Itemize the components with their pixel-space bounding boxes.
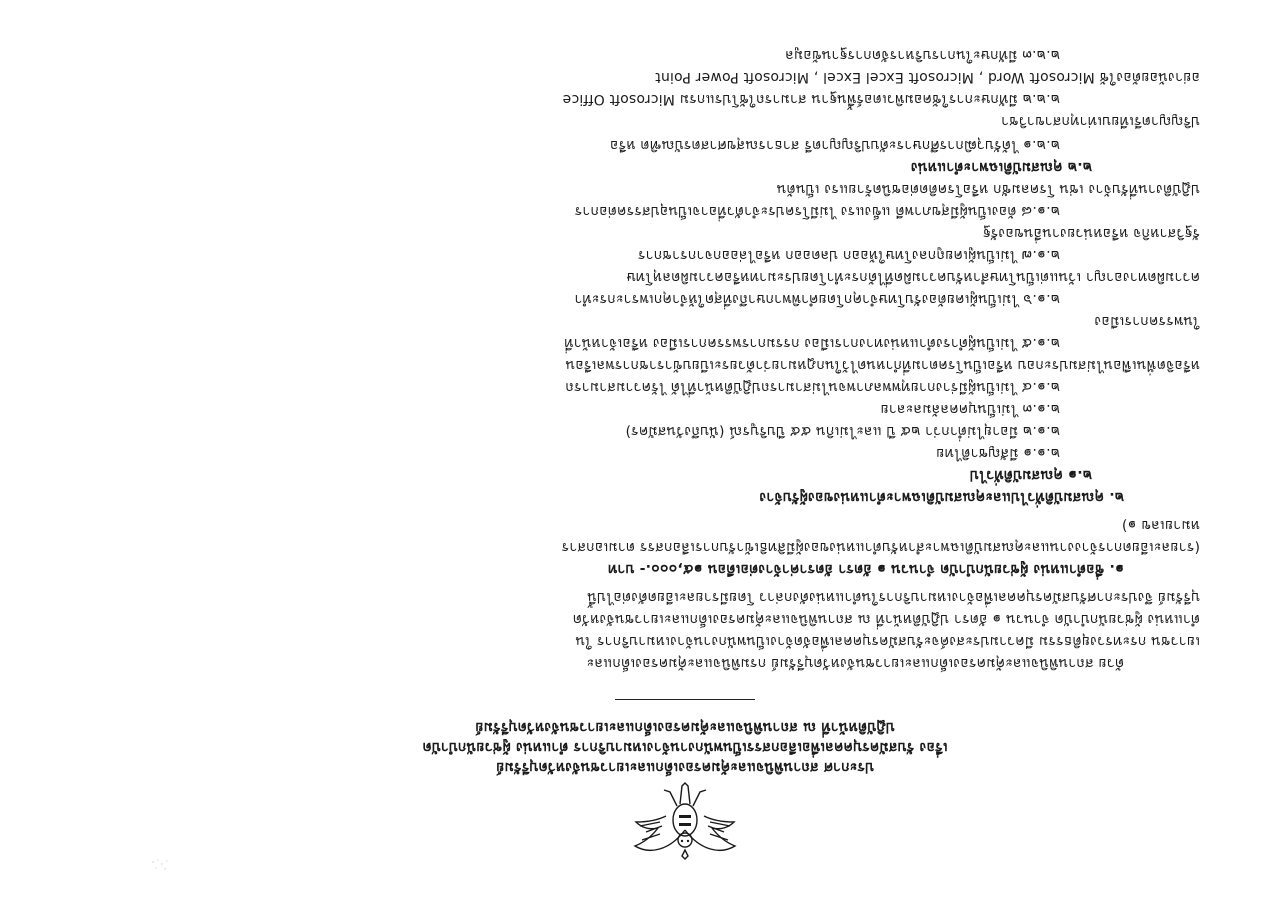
title-line-1: ประกาศ สถานพินิจและคุ้มครองเด็กและเยาวชนจังหวัดบุรีรัมย์ — [495, 759, 875, 775]
general-item-4: ๒.๑.๔ ไม่เป็นผู้มีร่างกายทุพพลภาพจนไม่สามารถปฏิบัติหน้าที่ได้ ไร้ความสามารถ — [565, 379, 1060, 395]
general-item-8-cont: ปฏิบัติงานที่รับจ้าง เช่น โรคลมชัก หรือโรคติดต่อชนิดร้ายแรง เป็นต้น — [776, 181, 1200, 197]
general-item-1: ๒.๑.๑ มีสัญชาติไทย — [936, 445, 1060, 461]
specific-item-2-cont: อย่างน้อยต้องใช้ Microsoft Word , Microsoft Excel Excel , Microsoft Power Point — [655, 69, 1200, 85]
general-item-5-cont: ในพรรคการเมือง — [1094, 313, 1200, 329]
specific-item-3: ๒.๒.๓ มีทักษะในการบริหารจัดการฐานข้อมูล — [784, 47, 1060, 63]
garuda-emblem-icon — [630, 782, 740, 860]
section-2-heading: ๒. คุณสมบัติทั่วไปและคุณสมบัติเฉพาะตำแหน่งของผู้รับจ้าง — [759, 489, 1124, 505]
general-item-6-cont: ความผิดทางอาญา เว้นแต่เป็นโทษสำหรับความผิดที่ได้กระทำโดยประมาทหรือความผิดลหุโทษ — [626, 269, 1200, 285]
specific-item-2: ๒.๒.๒ มีทักษะการใช้คอมพิวเตอร์พื้นฐาน สามารถใช้โปรแกรม Microsoft Office — [562, 91, 1060, 107]
section-2-2-heading: ๒.๒ คุณสมบัติเฉพาะตำแหน่ง — [910, 159, 1092, 175]
document-tail — [160, 16, 1210, 136]
general-item-3: ๒.๑.๓ ไม่เป็นบุคคลล้มละลาย — [880, 401, 1060, 417]
section-1-detail-end: หมายเลข ๑) — [1121, 517, 1200, 533]
section-2-1-heading: ๒.๑ คุณสมบัติทั่วไป — [969, 467, 1092, 483]
general-item-2: ๒.๑.๒ มีอายุไม่ต่ำกว่า ๒๕ ปี และไม่เกิน ๕๕ ปีบริบูรณ์ (นับถึงวันสมัคร) — [625, 423, 1060, 439]
general-item-4-cont: หรือจิตฟั่นเฟือนไม่สมประกอบ หรือเป็นโรคตามที่กำหนดไว้ในกฎหมายว่าด้วยระเบียบข้าราชการพลเรือน — [565, 357, 1200, 373]
intro-line-2: เยาวชน กระทรวงยุติธรรม มีความประสงค์จะรับสมัครบุคคลเพื่อจัดจ้างเป็นพนักงานจ้างเหมาบริการ ใน — [575, 633, 1200, 649]
general-item-7: ๒.๑.๗ ไม่เป็นผู้เคยถูกลงโทษให้ออก ปลดออก หรือไล่ออกจากราชการ — [637, 247, 1060, 263]
general-item-7-cont: รัฐวิสาหกิจ หรือหน่วยงานอื่นของรัฐ — [982, 225, 1200, 241]
general-item-6: ๒.๑.๖ ไม่เป็นผู้เคยต้องรับโทษจำคุกโดยคำพิพากษาถึงที่สุดให้จำคุกเพราะกระทำ — [574, 291, 1060, 307]
intro-line-3: ตำแหน่ง ผู้ช่วยนักบำบัด จำนวน ๑ อัตรา ปฏิบัติหน้าที่ ณ สถานพินิจและคุ้มครองเด็กและเยาวชนจังหวัด — [572, 611, 1200, 627]
document-body — [160, 137, 1210, 860]
title-line-3: ปฏิบัติหน้าที่ ณ สถานพินิจและคุ้มครองเด็กและเยาวชนจังหวัดบุรีรัมย์ — [475, 719, 895, 735]
title-divider — [615, 699, 755, 700]
section-1-heading: ๑. ชื่อตำแหน่ง ผู้ช่วยนักบำบัด จำนวน ๑ อัตรา อัตราค่าจ้างต่อเดือน ๑๕,๐๐๐.- บาท — [607, 561, 1124, 577]
intro-line-4: บุรีรัมย์ จึงประกาศรับสมัครบุคคลเพื่อจ้างเหมาบริการในตำแหน่งดังกล่าว โดยมีรายละเอียดดังต่อไปนี้ — [587, 589, 1200, 605]
intro-line-1: ด้วย สถานพินิจและคุ้มครองเด็กและเยาวชนจังหวัดบุรีรัมย์ กรมพินิจและคุ้มครองเด็กและ — [586, 655, 1124, 671]
title-line-2: เรื่อง รับสมัครบุคคลเพื่อเลือกสรรเป็นพนักงานจ้างเหมาบริการ ตำแหน่ง ผู้ช่วยนักบำบัด — [422, 739, 948, 755]
scan-speck — [150, 858, 172, 872]
specific-item-1-cont: ปริญญาตรีเทียบเท่าทุกสาขาวิชา — [1000, 113, 1200, 129]
section-1-detail: (รายละเอียดการจ้างงานและคุณสมบัติเฉพาะสำหรับตำแหน่งของผู้มีสิทธิเข้ารับการเลือกสรร ตามเอกสาร — [561, 539, 1200, 555]
specific-item-1: ๒.๒.๑ ได้รับวุฒิการศึกษาระดับปริญญาตรี สาธารณสุขศาสตรบัณฑิต หรือ — [609, 137, 1060, 153]
general-item-8: ๒.๑.๘ ต้องเป็นผู้มีสุขภาพดี แข็งแรง ไม่มีโรคประจำตัวที่อาจเป็นอุปสรรคต่อการ — [574, 203, 1060, 219]
general-item-5: ๒.๑.๕ ไม่เป็นผู้ดำรงตำแหน่งทางการเมือง กรรมการพรรคการเมือง หรือเจ้าหน้าที่ — [564, 335, 1060, 351]
